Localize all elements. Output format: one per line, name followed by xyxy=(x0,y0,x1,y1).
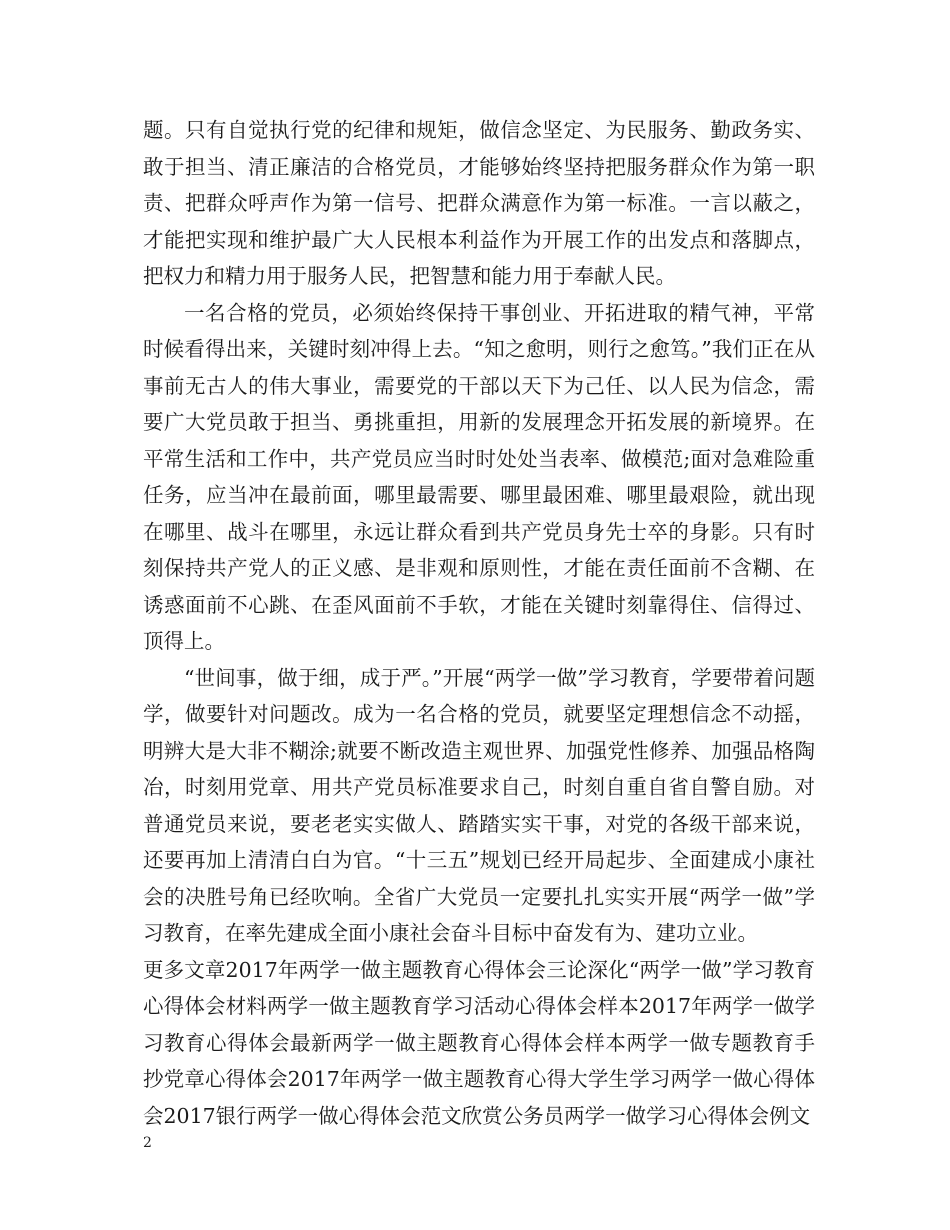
paragraph-continuation: 题。只有自觉执行党的纪律和规矩，做信念坚定、为民服务、勤政务实、敢于担当、清正廉洁的合格党员，才能够始终坚持把服务群众作为第一职责、把群众呼声作为第一信号、把群众满意作为第一标准。一言以蔽之，才能把实现和维护最广大人民根本利益作为开展工作的出发点和落脚点，把权力和精力用于服务人民，把智慧和能力用于奉献人民。 xyxy=(143,118,815,288)
paragraph-more-articles: 更多文章2017年两学一做主题教育心得体会三论深化“两学一做”学习教育心得体会材料两学一做主题教育学习活动心得体会样本2017年两学一做学习教育心得体会最新两学一做主题教育心得体会样本两学一做专题教育手抄党章心得体会2017年两学一做主题教育心得大学生学习两学一做心得体会2017银行两学一做心得体会范文欣赏公务员两学一做学习心得体会例文 xyxy=(143,957,815,1128)
paragraph-two-studies-one-action: “世间事，做于细，成于严。”开展“两学一做”学习教育，学要带着问题学，做要针对问题改。成为一名合格的党员，就要坚定理想信念不动摇，明辨大是大非不糊涂;就要不断改造主观世界、加强党性修养、加强品格陶冶，时刻用党章、用共产党员标准要求自己，时刻自重自省自警自励。对普通党员来说，要老老实实做人、踏踏实实干事，对党的各级干部来说，还要再加上清清白白为官。“十三五”规划已经开局起步、全面建成小康社会的决胜号角已经吹响。全省广大党员一定要扎扎实实开展“两学一做”学习教育，在率先建成全面小康社会奋斗目标中奋发有为、建功立业。 xyxy=(143,665,815,945)
page-number: 2 xyxy=(143,1135,152,1151)
document-body xyxy=(143,112,815,1134)
paragraph-qualified-party-member: 一名合格的党员，必须始终保持干事创业、开拓进取的精气神，平常时候看得出来，关键时刻冲得上去。“知之愈明，则行之愈笃。”我们正在从事前无古人的伟大事业，需要党的干部以天下为己任、以人民为信念，需要广大党员敢于担当、勇挑重担，用新的发展理念开拓发展的新境界。在平常生活和工作中，共产党员应当时时处处当表率、做模范;面对急难险重任务，应当冲在最前面，哪里最需要、哪里最困难、哪里最艰险，就出现在哪里、战斗在哪里，永远让群众看到共产党员身先士卒的身影。只有时刻保持共产党人的正义感、是非观和原则性，才能在责任面前不含糊、在诱惑面前不心跳、在歪风面前不手软，才能在关键时刻靠得住、信得过、顶得上。 xyxy=(143,300,815,653)
